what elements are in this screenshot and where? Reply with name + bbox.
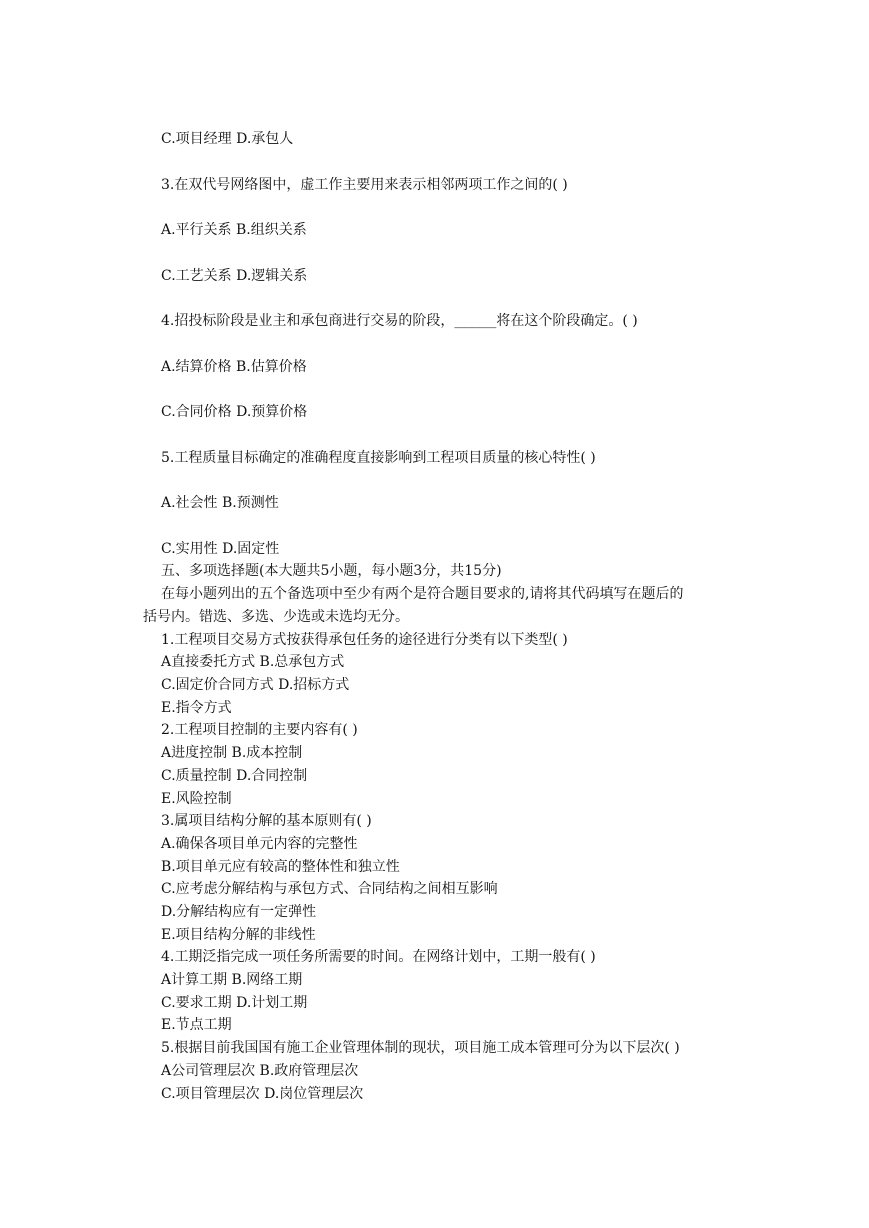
option-line: C.实用性 D.固定性 (161, 541, 280, 557)
question-line: 5.工程质量目标确定的准确程度直接影响到工程项目质量的核心特性( ) (161, 450, 596, 466)
option-line: B.项目单元应有较高的整体性和独立性 (161, 859, 400, 875)
option-line: A.平行关系 B.组织关系 (161, 222, 307, 238)
option-line: C.应考虑分解结构与承包方式、合同结构之间相互影响 (161, 881, 498, 897)
option-line: C.要求工期 D.计划工期 (161, 995, 308, 1011)
option-line: C.合同价格 D.预算价格 (161, 404, 308, 420)
option-line: A直接委托方式 B.总承包方式 (161, 654, 345, 670)
question-line: 1.工程项目交易方式按获得承包任务的途径进行分类有以下类型( ) (161, 632, 568, 648)
question-line: 3.属项目结构分解的基本原则有( ) (161, 813, 372, 829)
question-line: 5.根据目前我国国有施工企业管理体制的现状，项目施工成本管理可分为以下层次( ) (161, 1040, 680, 1056)
option-line: E.风险控制 (161, 791, 232, 807)
option-line: C.项目管理层次 D.岗位管理层次 (161, 1086, 364, 1102)
option-line: A.结算价格 B.估算价格 (161, 359, 307, 375)
instruction-text-continued: 括号内。错选、多选、少选或未选均无分。 (143, 609, 409, 625)
option-line: E.指令方式 (161, 700, 232, 716)
option-line: D.分解结构应有一定弹性 (161, 904, 317, 920)
option-line: C.工艺关系 D.逻辑关系 (161, 268, 308, 284)
option-line: C.固定价合同方式 D.招标方式 (161, 677, 350, 693)
option-line: C.项目经理 D.承包人 (161, 131, 294, 147)
question-line: 4.招投标阶段是业主和承包商进行交易的阶段，______将在这个阶段确定。( ) (161, 313, 638, 329)
question-line: 3.在双代号网络图中，虚工作主要用来表示相邻两项工作之间的( ) (161, 177, 568, 193)
option-line: A公司管理层次 B.政府管理层次 (161, 1063, 359, 1079)
section-heading: 五、多项选择题(本大题共5小题，每小题3分，共15分) (161, 563, 502, 579)
option-line: A.确保各项目单元内容的完整性 (161, 836, 358, 852)
option-line: E.节点工期 (161, 1017, 232, 1033)
option-line: A计算工期 B.网络工期 (161, 972, 303, 988)
question-line: 4.工期泛指完成一项任务所需要的时间。在网络计划中，工期一般有( ) (161, 949, 596, 965)
question-line: 2.工程项目控制的主要内容有( ) (161, 722, 358, 738)
option-line: A.社会性 B.预测性 (161, 495, 279, 511)
instruction-text: 在每小题列出的五个备选项中至少有两个是符合题目要求的,请将其代码填写在题后的 (161, 586, 684, 602)
option-line: C.质量控制 D.合同控制 (161, 768, 308, 784)
option-line: E.项目结构分解的非线性 (161, 927, 316, 943)
option-line: A进度控制 B.成本控制 (161, 745, 303, 761)
